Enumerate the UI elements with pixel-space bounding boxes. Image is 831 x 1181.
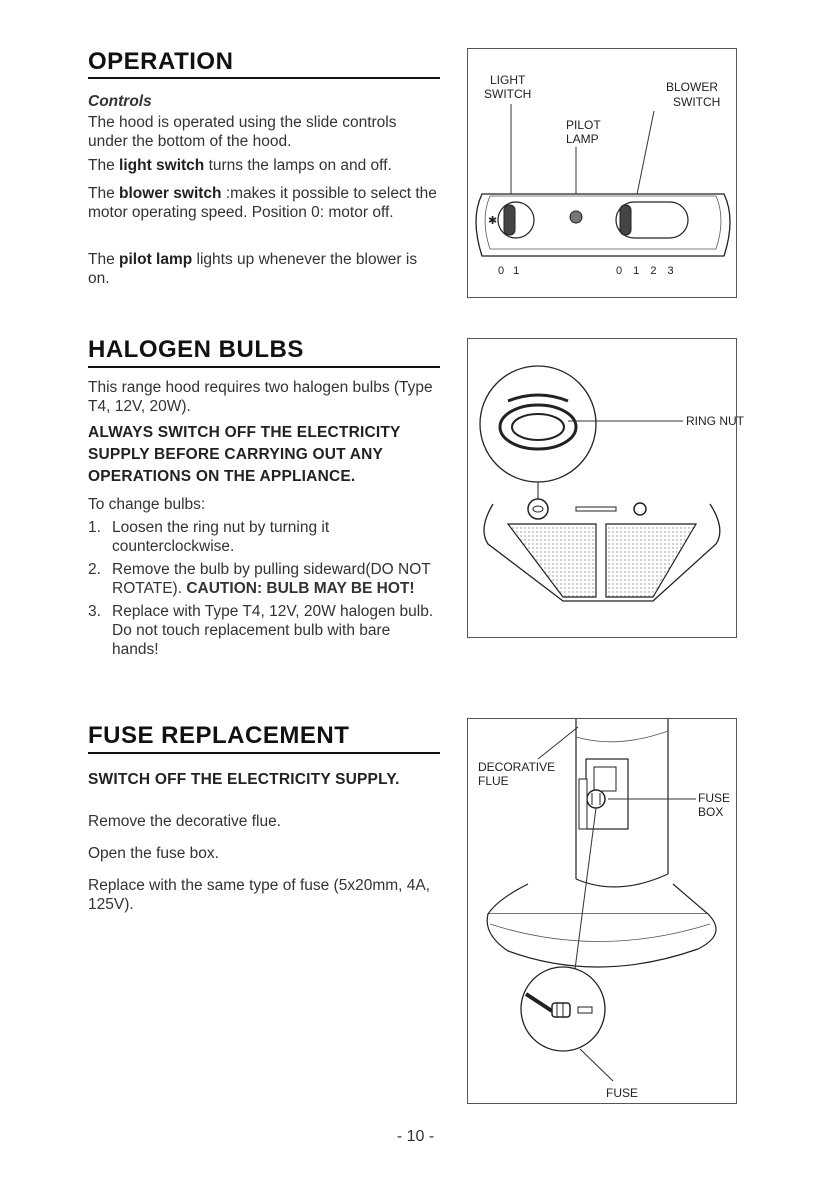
light-position-labels: 0 1 — [498, 265, 523, 277]
hood-canopy — [487, 914, 716, 967]
halogen-steps-intro: To change bulbs: — [88, 496, 206, 513]
list-item: 1. Loosen the ring nut by turning it counterclockwise. — [88, 519, 330, 555]
halogen-intro: This range hood requires two halogen bulbs (Type T4, 12V, 20W). — [88, 379, 433, 415]
halogen-figure — [467, 338, 744, 638]
halogen-diagram — [468, 339, 744, 639]
label-ring-nut: RING NUT — [686, 414, 744, 428]
label-light-1: LIGHT — [490, 73, 526, 87]
blower-position-labels: 0 1 2 3 — [616, 265, 678, 277]
halogen-warning: ALWAYS SWITCH OFF THE ELECTRICITY SUPPLY BEFORE CARRYING OUT ANY OPERATIONS ON THE APPLIANCE. — [88, 424, 401, 485]
light-switch-term: light switch — [119, 157, 205, 174]
operation-subtitle — [88, 92, 440, 111]
fuse-diagram — [468, 719, 738, 1105]
page-number: - 10 - — [396, 1128, 435, 1145]
fuse-rule — [88, 752, 440, 754]
operation-title: OPERATION — [88, 48, 234, 75]
pilot-lamp-icon — [570, 211, 582, 223]
halogen-title: HALOGEN BULBS — [88, 336, 304, 363]
fuse-holder-icon — [587, 790, 605, 808]
bulb-right-icon — [634, 503, 646, 515]
operation-rule — [88, 77, 440, 79]
label-pilot-1: PILOT — [566, 118, 601, 132]
fuse-icon — [552, 1003, 570, 1017]
label-fuse: FUSE — [606, 1086, 639, 1100]
controls-subheading: Controls — [88, 93, 152, 110]
light-switch-slider — [498, 202, 534, 238]
caution-text: CAUTION: BULB MAY BE HOT! — [186, 580, 415, 597]
label-fuse-box-1: FUSE — [698, 791, 731, 805]
controls-figure — [467, 48, 737, 298]
light-switch-knob — [504, 205, 515, 235]
fuse-paragraph-2: Open the fuse box. — [88, 845, 219, 862]
list-item: 2. Remove the bulb by pulling sideward(DO NOT ROTATE). CAUTION: BULB MAY BE HOT! — [88, 561, 431, 597]
blower-switch-term: blower switch — [119, 185, 222, 202]
label-fuse-box-2: BOX — [698, 805, 724, 819]
label-blower-1: BLOWER — [666, 80, 719, 94]
list-item: 3. Replace with Type T4, 12V, 20W halogen bulb. Do not touch replacement bulb with bare hands! — [88, 603, 434, 658]
label-pilot-2: LAMP — [566, 132, 599, 146]
operation-paragraph-2: The light switch turns the lamps on and off. — [88, 157, 392, 174]
light-icon: ✱ — [488, 215, 498, 227]
bulb-left-icon — [528, 499, 548, 519]
label-decorative-2: FLUE — [478, 774, 509, 788]
operation-paragraph-4: The pilot lamp lights up whenever the blower is on. — [88, 251, 418, 287]
fuse-title: FUSE REPLACEMENT — [88, 722, 350, 749]
label-blower-2: SWITCH — [673, 95, 721, 109]
fuse-paragraph-1: Remove the decorative flue. — [88, 813, 281, 830]
controls-diagram — [468, 49, 738, 299]
blower-switch-knob — [620, 205, 631, 235]
bulb-change-steps — [88, 518, 440, 659]
fuse-warning: SWITCH OFF THE ELECTRICITY SUPPLY. — [88, 771, 400, 788]
halogen-rule — [88, 366, 440, 368]
operation-paragraph-3: The blower switch :makes it possible to select the motor operating speed. Position 0: motor off. — [88, 185, 437, 221]
fuse-figure — [467, 718, 737, 1104]
label-light-2: SWITCH — [484, 87, 532, 101]
fuse-paragraph-3: Replace with the same type of fuse (5x20mm, 4A, 125V). — [88, 877, 431, 913]
label-decorative-1: DECORATIVE — [478, 760, 556, 774]
operation-paragraph-1: The hood is operated using the slide controls under the bottom of the hood. — [88, 114, 397, 150]
pilot-lamp-term: pilot lamp — [119, 251, 193, 268]
